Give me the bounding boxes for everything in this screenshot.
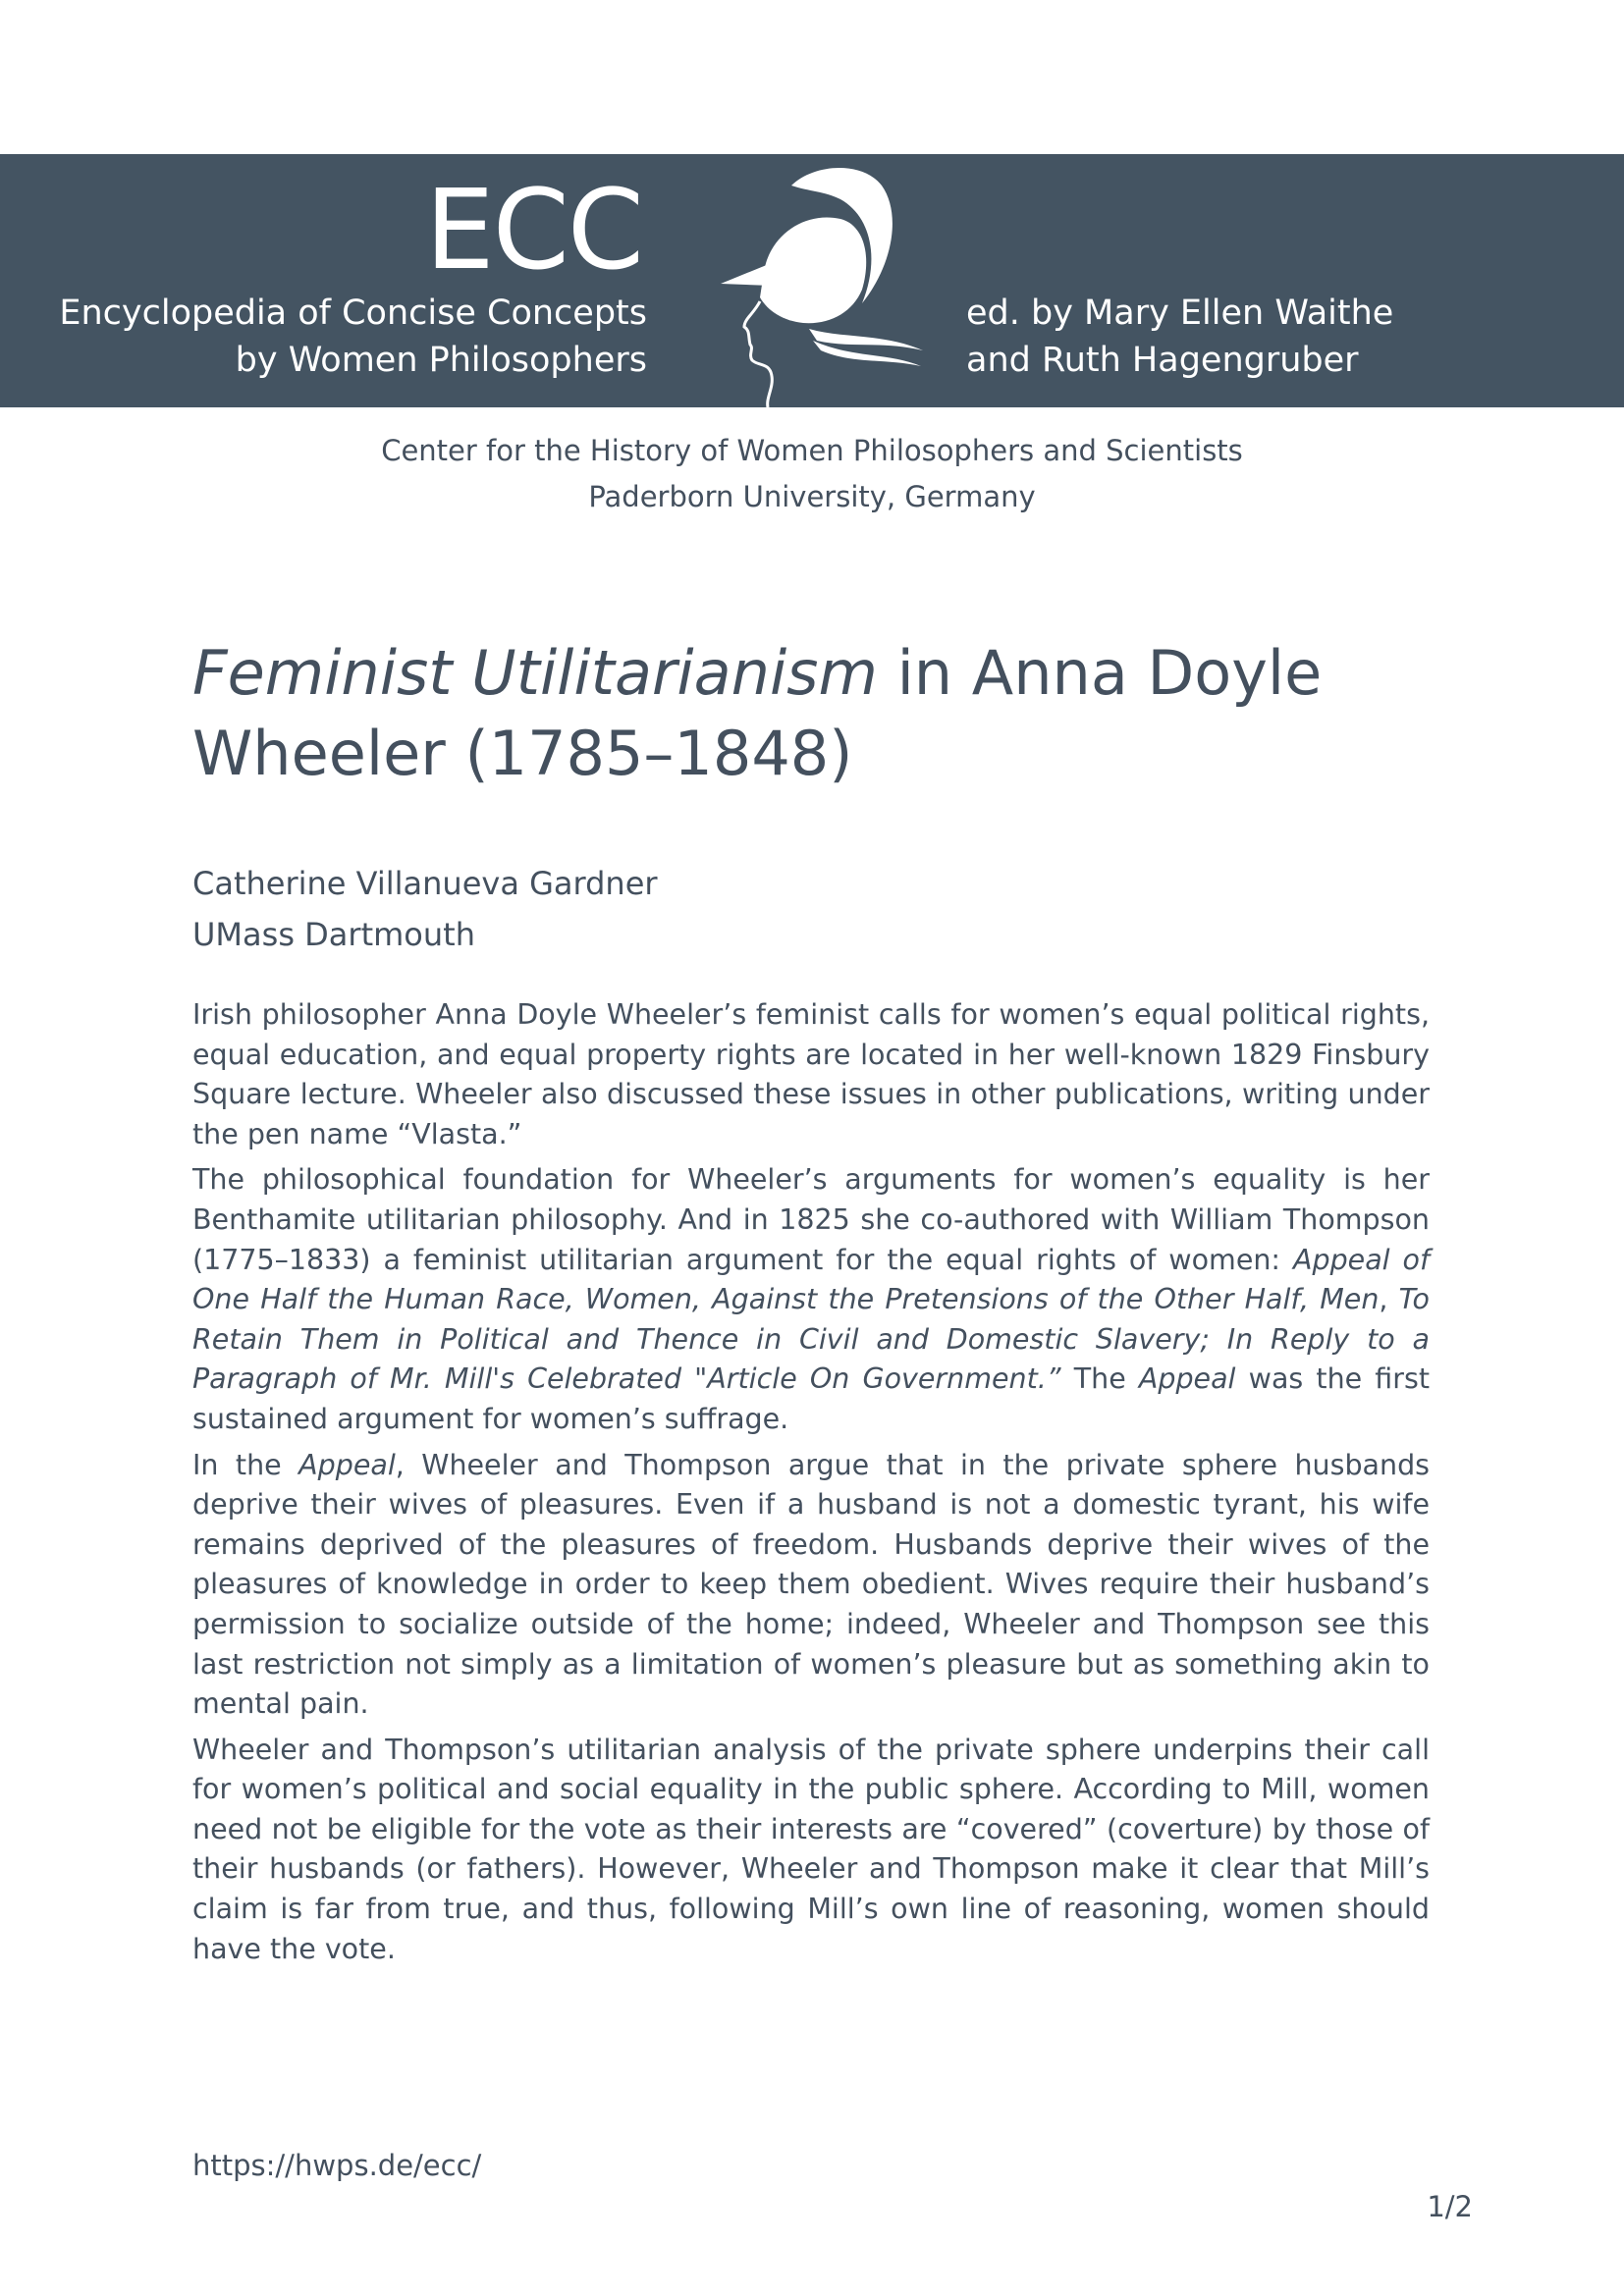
author-block — [192, 858, 658, 960]
institution-line-2: Paderborn University, Germany — [588, 480, 1036, 513]
author-name: Catherine Villanueva Gardner — [192, 865, 658, 902]
header-banner — [0, 154, 1624, 407]
editors-line-2: and Ruth Hagengruber — [966, 341, 1359, 380]
editors-line-1: ed. by Mary Ellen Waithe — [966, 294, 1394, 333]
series-line-1: Encyclopedia of Concise Concepts — [59, 294, 647, 333]
p2-italic-d: To Retain Them in Political and Thence in Civil and Domestic Slavery; In Reply to a Paragraph of Mr. Mill's Celebrated "Article On Government.” — [192, 1283, 1430, 1396]
paragraph-2 — [192, 1160, 1430, 1439]
institution-block — [0, 428, 1624, 520]
p2-italic-f: Appeal — [1138, 1362, 1236, 1396]
footer-url[interactable]: https://hwps.de/ecc/ — [192, 2149, 482, 2182]
article-title-italic: Feminist Utilitarianism — [192, 637, 878, 709]
p2-text-g: was the first sustained argument for women’s suffrage. — [192, 1362, 1431, 1435]
paragraph-1: Irish philosopher Anna Doyle Wheeler’s feminist calls for women’s equal political rights, equal education, and equal property rights are located in her well-known 1829 Finsbury Square lecture. Wheeler also discussed these issues in other publications, writing under the pen name “Vlasta.” — [192, 998, 1430, 1150]
p2-text-e: The — [1060, 1362, 1139, 1396]
athena-helmet-icon — [715, 166, 923, 407]
institution-line-1: Center for the History of Women Philosophers and Scientists — [381, 434, 1243, 467]
series-line-2: by Women Philosophers — [235, 341, 647, 380]
paragraph-4: Wheeler and Thompson’s utilitarian analysis of the private sphere underpins their call for women’s political and social equality in the public sphere. According to Mill, women need not be eligible for the vote as their interests are “covered” (coverture) by those of their husbands (or fathers). However, Wheeler and Thompson make it clear that Mill’s claim is far from true, and thus, following Mill’s own line of reasoning, women should have the vote. — [192, 1733, 1430, 1965]
author-affiliation: UMass Dartmouth — [192, 916, 475, 953]
p3-text-a: In the — [192, 1448, 299, 1481]
ecc-logo-text: ECC — [424, 167, 642, 294]
paragraph-3 — [192, 1446, 1430, 1725]
p2-italic-b: Appeal of One Half the Human Race, Women, Against the Pretensions of the Other Half, Men — [192, 1243, 1431, 1316]
p2-text-c: , — [1379, 1283, 1399, 1316]
p2-text-a: The philosophical foundation for Wheeler’s arguments for women’s equality is her Benthamite utilitarian philosophy. And in 1825 she co-authored with William Thompson (1775–1833) a feminist utilitarian argument for the equal rights of women: — [192, 1163, 1430, 1276]
page-number: 1/2 — [1427, 2190, 1473, 2223]
editors — [966, 290, 1393, 384]
article-body — [192, 995, 1430, 1975]
article-title — [192, 633, 1430, 794]
p3-italic-b: Appeal — [298, 1448, 396, 1481]
article-title-rest: in Anna Doyle Wheeler (1785–1848) — [192, 637, 1323, 789]
series-title — [59, 290, 647, 384]
p3-text-c: , Wheeler and Thompson argue that in the private sphere husbands deprive their wives of pleasures. Even if a husband is not a domestic tyrant, his wife remains deprived of the pleasures of freedom. Husbands deprive their wives of the pleasures of knowledge in order to keep them obedient. Wives require their husband’s permission to socialize outside of the home; indeed, Wheeler and Thompson see this last restriction not simply as a limitation of women’s pleasure but as something akin to mental pain. — [192, 1448, 1431, 1721]
